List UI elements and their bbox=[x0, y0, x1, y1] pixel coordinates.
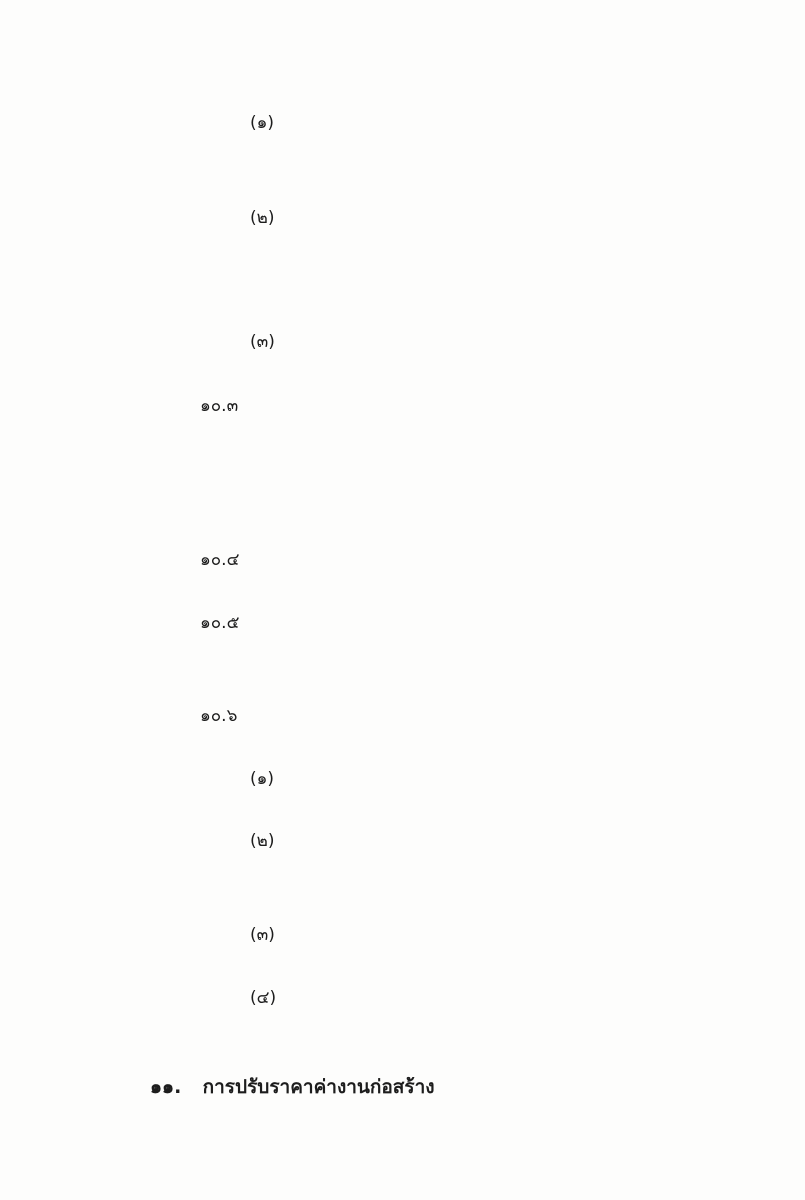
item-marker: (๑) bbox=[250, 113, 275, 133]
text-line bbox=[250, 391, 769, 421]
text-line bbox=[70, 50, 769, 80]
text-line bbox=[290, 203, 769, 233]
text-line bbox=[250, 608, 769, 638]
text-line bbox=[70, 514, 769, 544]
item-marker: (๓) bbox=[250, 925, 275, 945]
text-line bbox=[70, 297, 769, 327]
text-line bbox=[70, 857, 769, 887]
text-line bbox=[70, 80, 769, 110]
text-line bbox=[70, 170, 769, 200]
text-line bbox=[70, 422, 769, 452]
text-line bbox=[70, 140, 769, 170]
text-line bbox=[70, 795, 769, 825]
text-line bbox=[70, 576, 769, 606]
text-line bbox=[70, 235, 769, 265]
text-line bbox=[70, 889, 769, 919]
item-marker: (๔) bbox=[250, 988, 277, 1008]
item-marker: (๑) bbox=[250, 769, 275, 789]
section-heading bbox=[150, 1072, 435, 1102]
text-line bbox=[290, 983, 769, 1013]
text-line bbox=[250, 545, 769, 575]
text-line bbox=[70, 453, 769, 483]
text-line bbox=[290, 920, 769, 950]
text-line bbox=[250, 701, 769, 731]
section-number: ๑๑. bbox=[150, 1076, 182, 1098]
text-line bbox=[70, 484, 769, 514]
text-line bbox=[70, 18, 769, 48]
text-line bbox=[290, 764, 769, 794]
item-marker: (๓) bbox=[250, 332, 275, 352]
clause-number: ๑๐.๖ bbox=[200, 706, 238, 726]
text-line bbox=[70, 952, 769, 982]
text-line bbox=[70, 669, 769, 699]
text-line bbox=[290, 327, 769, 357]
clause-number: ๑๐.๓ bbox=[200, 396, 239, 416]
clause-number: ๑๐.๔ bbox=[200, 550, 240, 570]
item-marker: (๒) bbox=[250, 831, 275, 851]
text-line bbox=[70, 732, 769, 762]
section-title: การปรับราคาค่างานก่อสร้าง bbox=[202, 1076, 435, 1098]
text-line bbox=[70, 638, 769, 668]
text-line bbox=[70, 1014, 769, 1044]
text-line bbox=[200, 1106, 769, 1136]
text-line bbox=[70, 265, 769, 295]
clause-number: ๑๐.๕ bbox=[200, 613, 240, 633]
text-line bbox=[290, 826, 769, 856]
text-line bbox=[70, 358, 769, 388]
text-line bbox=[70, 1138, 769, 1168]
text-line bbox=[290, 108, 769, 138]
item-marker: (๒) bbox=[250, 208, 275, 228]
